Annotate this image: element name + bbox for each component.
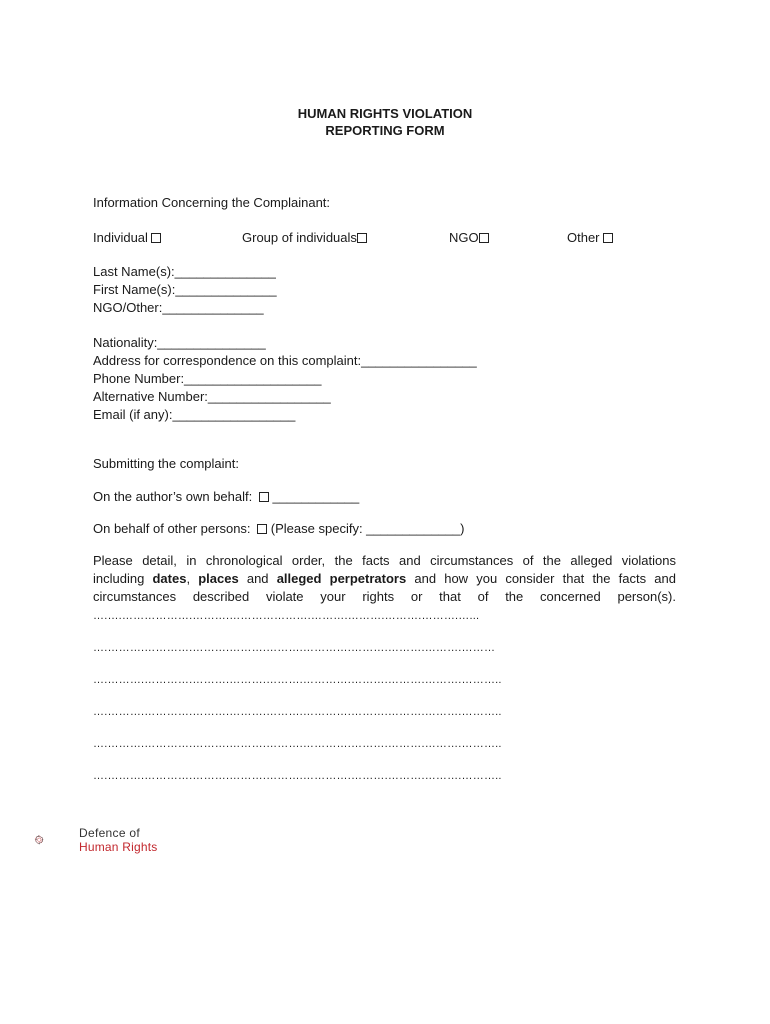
details-dates: dates [152, 571, 187, 586]
choice-group-label: Group of individuals [242, 230, 357, 245]
details-text-c: and [238, 571, 277, 586]
other-checkbox[interactable] [603, 233, 613, 243]
choice-group[interactable] [242, 229, 367, 246]
choice-ngo-label: NGO [449, 230, 479, 245]
own-behalf-blank[interactable]: ____________ [272, 489, 360, 504]
details-text-b: , [186, 571, 199, 586]
ngo-other-field[interactable]: NGO/Other:______________ [93, 300, 264, 315]
submitting-heading: Submitting the complaint: [93, 456, 239, 471]
choice-individual[interactable] [93, 229, 161, 246]
nationality-field[interactable]: Nationality:_______________ [93, 335, 266, 350]
answer-dotted-line[interactable]: ….……….………….……….……….……….………….……….……….……….……… [93, 642, 496, 654]
other-persons-label: On behalf of other persons: [93, 521, 251, 536]
group-checkbox[interactable] [357, 233, 367, 243]
choice-other-label: Other [567, 230, 600, 245]
alt-number-field[interactable]: Alternative Number:_________________ [93, 389, 331, 404]
details-perpetrators: alleged perpetrators [276, 571, 407, 586]
details-text-d: and how you consider that the facts and [406, 571, 676, 586]
phone-field[interactable]: Phone Number:___________________ [93, 371, 322, 386]
logo-text-line2: Human Rights [79, 840, 158, 854]
answer-dotted-line[interactable]: ….……….………….……….……….……….………….……….……….……….……….. [93, 770, 502, 782]
complainant-heading: Information Concerning the Complainant: [93, 195, 331, 210]
answer-dotted-line[interactable]: ….….……………….……….………………….……….……….……….……….…... [93, 610, 480, 622]
address-field[interactable]: Address for correspondence on this complaint:________________ [93, 353, 477, 368]
own-behalf-checkbox[interactable] [259, 492, 269, 502]
last-name-field[interactable]: Last Name(s):______________ [93, 264, 276, 279]
ngo-checkbox[interactable] [479, 233, 489, 243]
details-places: places [198, 571, 239, 586]
other-persons-specify[interactable]: (Please specify: _____________) [270, 521, 465, 536]
defence-of-human-rights-logo-icon [34, 820, 78, 860]
choice-other[interactable] [567, 229, 613, 246]
details-line-1: Please detail, in chronological order, the facts and circumstances of the alleged violations [93, 553, 676, 568]
answer-dotted-line[interactable]: ….……….………….……….……….……….………….……….……….……….……….. [93, 738, 502, 750]
answer-dotted-line[interactable]: ….……….………….……….……….……….………….……….……….……….……….. [93, 674, 502, 686]
other-persons-row [93, 520, 465, 537]
choice-ngo[interactable] [449, 229, 489, 246]
email-field[interactable]: Email (if any):_________________ [93, 407, 296, 422]
form-title-line1: HUMAN RIGHTS VIOLATION [297, 106, 473, 121]
details-line-2 [93, 570, 676, 588]
details-text-a: including [93, 571, 153, 586]
other-persons-checkbox[interactable] [257, 524, 267, 534]
logo-text-line1: Defence of [79, 826, 141, 840]
form-title-line2: REPORTING FORM [325, 123, 445, 138]
own-behalf-label: On the author’s own behalf: [93, 489, 253, 504]
first-name-field[interactable]: First Name(s):______________ [93, 282, 277, 297]
answer-dotted-line[interactable]: ….……….………….……….……….……….………….……….……….……….……….. [93, 706, 502, 718]
choice-individual-label: Individual [93, 230, 148, 245]
details-line-3: circumstances described violate your rights or that of the concerned person(s). [93, 589, 676, 604]
own-behalf-row [93, 488, 359, 505]
individual-checkbox[interactable] [151, 233, 161, 243]
